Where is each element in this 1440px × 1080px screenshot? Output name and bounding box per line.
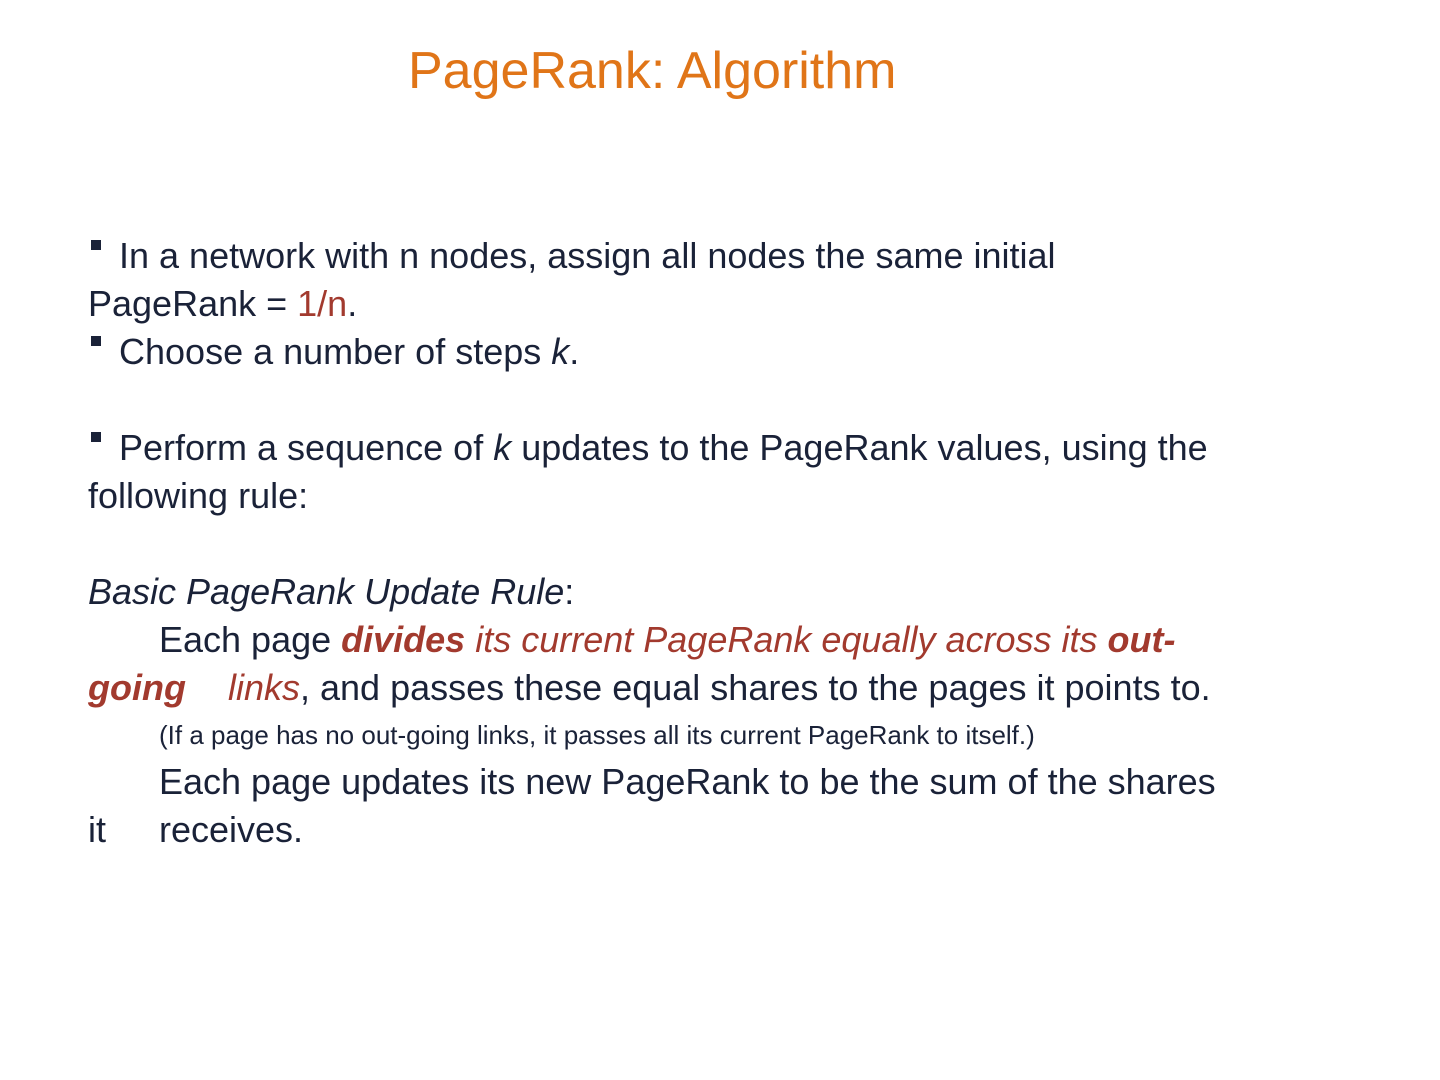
initial-pagerank-value: 1/n xyxy=(297,283,348,324)
spacer xyxy=(88,520,1368,568)
rule-p2-receives: receives. xyxy=(159,809,304,850)
rule-going: going xyxy=(88,667,186,708)
rule-p1-line-2 xyxy=(88,664,1368,712)
bullet-3-line-1 xyxy=(88,424,1368,472)
spacer xyxy=(88,376,1368,424)
square-bullet-icon xyxy=(91,336,101,346)
bullet-2-suffix: . xyxy=(569,331,580,372)
rule-links: links xyxy=(227,667,300,708)
rule-p2-it: it xyxy=(88,809,106,850)
rule-p1-prefix: Each page xyxy=(159,619,342,660)
rule-p2-line-1: Each page updates its new PageRank to be the sum of the shares xyxy=(159,761,1216,802)
bullet-3-line-2: following rule: xyxy=(88,475,309,516)
bullet-1-text: In a network with n nodes, assign all nodes the same initial xyxy=(119,235,1056,276)
square-bullet-icon xyxy=(91,240,101,250)
rule-p1-italic: its current PageRank equally across its xyxy=(465,619,1108,660)
rule-p1-rest: , and passes these equal shares to the pages it points to. xyxy=(300,667,1211,708)
rule-p2-line-2 xyxy=(88,806,1368,854)
square-bullet-icon xyxy=(91,432,101,442)
bullet-3-suffix: updates to the PageRank values, using the xyxy=(511,427,1208,468)
bullet-2-prefix: Choose a number of steps xyxy=(119,331,552,372)
bullet-1-suffix: . xyxy=(347,283,358,324)
rule-p1-line-1 xyxy=(88,616,1368,664)
rule-heading-line xyxy=(88,568,1368,616)
rule-heading-colon: : xyxy=(564,571,575,612)
bullet-3-prefix: Perform a sequence of xyxy=(119,427,494,468)
rule-divides: divides xyxy=(341,619,466,660)
steps-variable: k xyxy=(551,331,570,372)
rule-out: out- xyxy=(1107,619,1176,660)
rule-heading: Basic PageRank Update Rule xyxy=(88,571,565,612)
slide-body xyxy=(88,232,1368,854)
slide-title: PageRank: Algorithm xyxy=(408,42,897,100)
bullet-1-prefix: PageRank = xyxy=(88,283,298,324)
rule-note: (If a page has no out-going links, it passes all its current PageRank to itself.) xyxy=(159,720,1035,750)
bullet-2 xyxy=(88,328,1368,376)
bullet-1-line-1 xyxy=(88,232,1368,280)
steps-variable: k xyxy=(493,427,512,468)
bullet-1-line-2 xyxy=(88,280,1368,328)
